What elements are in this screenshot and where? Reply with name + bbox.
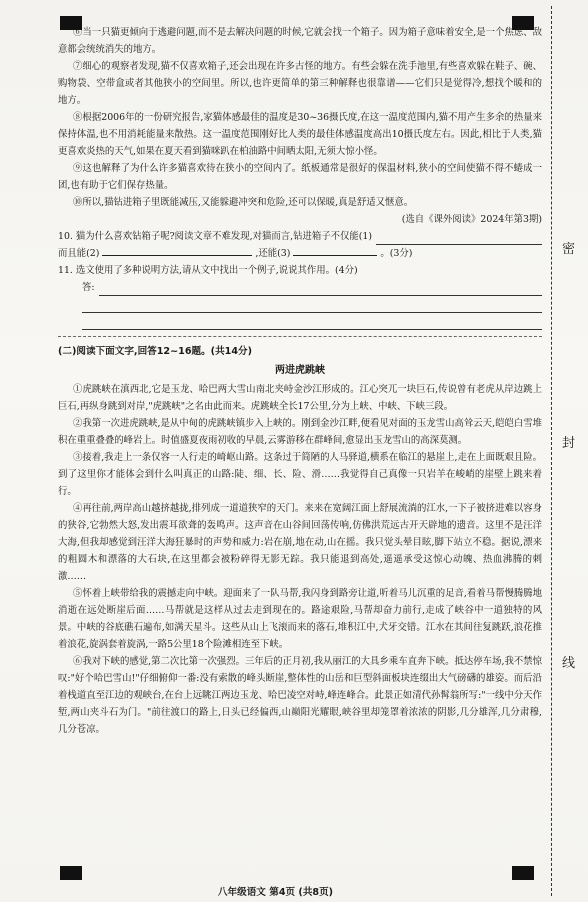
registration-mark-bottom-right <box>512 866 534 880</box>
side-label-mi: 密 <box>562 242 576 257</box>
question-10-score: 。(3分) <box>380 248 413 259</box>
registration-mark-bottom-left <box>60 866 82 880</box>
answer-blank-2[interactable] <box>102 245 252 256</box>
paragraph-8: ⑧根据2006年的一份研究报告,家猫体感最佳的温度是30~36摄氏度,在这一温度范围内,猫不用产生多余的热量来保持体温,也不用消耗能量来散热。这一温度范围刚好比人类的最佳体感温度高出10摄氏度左右。因此,相比于人类,猫更喜欢炎热的天气,如果在夏天看到猫咪趴在柏油路中间晒太阳,无须大惊小怪。 <box>58 112 542 157</box>
answer-blank-1[interactable] <box>376 230 542 245</box>
answer-line-3[interactable] <box>82 313 542 330</box>
question-10-line1: 10. 猫为什么喜欢钻箱子呢?阅读文章不难发现,对猫而言,钻进箱子不仅能(1) <box>58 231 373 242</box>
paragraph-6: ⑥当一只猫更倾向于逃避问题,而不是去解决问题的时候,它就会找一个箱子。因为箱子意味着安全,是一个焦虑、敌意都会统统消失的地方。 <box>58 27 542 55</box>
article-paragraph-1: ①虎跳峡在滇西北,它是玉龙、哈巴两大雪山南北夹峙金沙江形成的。江心突兀一块巨石,传说曾有老虎从岸边跳上巨石,再纵身跳到对岸,"虎跳峡"之名由此而来。虎跳峡全长17公里,分为上峡、中峡、下峡三段。 <box>58 384 542 412</box>
answer-blank-3[interactable] <box>293 245 377 256</box>
question-11 <box>58 262 542 330</box>
paragraph-9: ⑨这也解释了为什么许多猫喜欢待在狭小的空间内了。纸板通常是很好的保温材料,狭小的空间使猫不得不蜷成一团,也有助于它们保存热量。 <box>58 163 542 191</box>
paragraph-10: ⑩所以,猫钻进箱子里既能减压,又能躲避冲突和危险,还可以保暖,真是舒适又惬意。 <box>73 197 414 208</box>
source-citation: (选自《课外阅读》2024年第3期) <box>401 214 542 225</box>
article-paragraph-2: ②我第一次进虎跳峡,是从中甸的虎跳峡镇步入上峡的。刚到金沙江畔,便看见对面的玉龙雪山高耸云天,皑皑白雪堆积在重重叠叠的峰岩上。时值盛夏夜雨初收的早晨,云雾游移在群峰间,愈显出玉龙雪山的高深莫测。 <box>58 418 542 446</box>
answer-line-1[interactable] <box>99 281 542 296</box>
question-10-part2: 而且能(2) <box>58 248 100 259</box>
section-divider <box>58 336 542 337</box>
section-2-heading: (二)阅读下面文字,回答12~16题。(共14分) <box>58 346 252 357</box>
side-label-xian: 线 <box>562 656 576 671</box>
main-content <box>58 24 542 738</box>
article-paragraph-6: ⑥我对下峡的感觉,第二次比第一次强烈。三年后的正月初,我从丽江的大具乡乘车直奔下峡。抵达停车场,我不禁惊叹:"好个哈巴雪山!"仔细俯仰一番:没有索散的峰头断崖,整体性的山岳和巨型斜面板块连缀出大气磅礴的雄姿。而后沿着栈道直至江边的观峡台,在台上远眺江两边玉龙、哈巴凌空对峙,峰连峰合。此景正如清代孙髯翁所写:"一线中分天作堑,两山夹斗石为门。"前往渡口的路上,日头已经偏西,山巅阳光耀眼,峡谷里却笼罩着浓浓的阴影,几分雄浑,几分肃穆,几分苍凉。 <box>58 656 542 735</box>
article-paragraph-5: ⑤怀着上峡带给我的震撼走向中峡。迎面来了一队马帮,我闪身到路旁让道,听着马儿沉重的足音,看着马帮慢腾腾地消逝在远处断崖后面……马帮就是这样从过去走到现在的。路途艰险,马帮却奋力前行,走成了峡谷中一道独特的风景。中峡的谷底礁石遍布,如满天星斗。这些从山上飞滚而来的落石,堆积江中,犬牙交错。江水在其间往复跳跃,浪花推着浪花,旋涡套着旋涡,一路5公里18个险滩相连至下峡。 <box>58 588 542 650</box>
question-10 <box>58 228 542 262</box>
question-10-part3: ,还能(3) <box>255 248 291 259</box>
answer-line-2[interactable] <box>82 296 542 313</box>
side-label-feng: 封 <box>562 436 576 451</box>
paragraph-7: ⑦细心的观察者发现,猫不仅喜欢箱子,还会出现在许多古怪的地方。有些会躲在洗手池里,有些喜欢躲在鞋子、碗、购物袋、空带盒或者其他狭小的空间里。所以,也许更简单的第三种解释也很靠谱——它们只是觉得冷,想找个暖和的地方。 <box>58 61 542 106</box>
answer-label: 答: <box>82 282 95 293</box>
article-title: 两进虎跳峡 <box>275 365 325 376</box>
article-paragraph-3: ③接着,我走上一条仅容一人行走的崎岖山路。这条过于简陋的人马驿道,横系在临江的悬崖上,走在上面既艰且险。到了这里你才能体会到什么叫真正的山路:陡、细、长、险、滑……我觉得自己真像一只岩羊在峻峭的崖壁上跳来着行。 <box>58 452 542 497</box>
article-paragraph-4: ④再往前,两岸高山越挤越拢,排列成一道道狭窄的天门。来来在宽阔江面上舒展流淌的江水,一下子被挤进难以容身的狭谷,它勃然大怒,发出震耳欲聋的轰鸣声。这声音在山谷间回荡传响,仿佛洪荒远古开天辟地的遗音。这里不是汪洋大海,但我却感觉到汪洋大海狂暴时的声势和威力:岩在崩,地在动,山在摇。我只觉头晕目眩,脚下站立不稳。据说,漂来的粗圆木和漂落的大石块,在这里都会被粉碎得无影无踪。我只能退到高处,遥遥承受这惊心动魄、热血沸腾的刺激…… <box>58 503 542 582</box>
question-11-text: 11. 选文使用了多种说明方法,请从文中找出一个例子,说说其作用。(4分) <box>58 265 358 276</box>
binding-dash-line <box>551 6 552 896</box>
page-footer: 八年级语文 第4页 (共8页) <box>217 887 334 898</box>
